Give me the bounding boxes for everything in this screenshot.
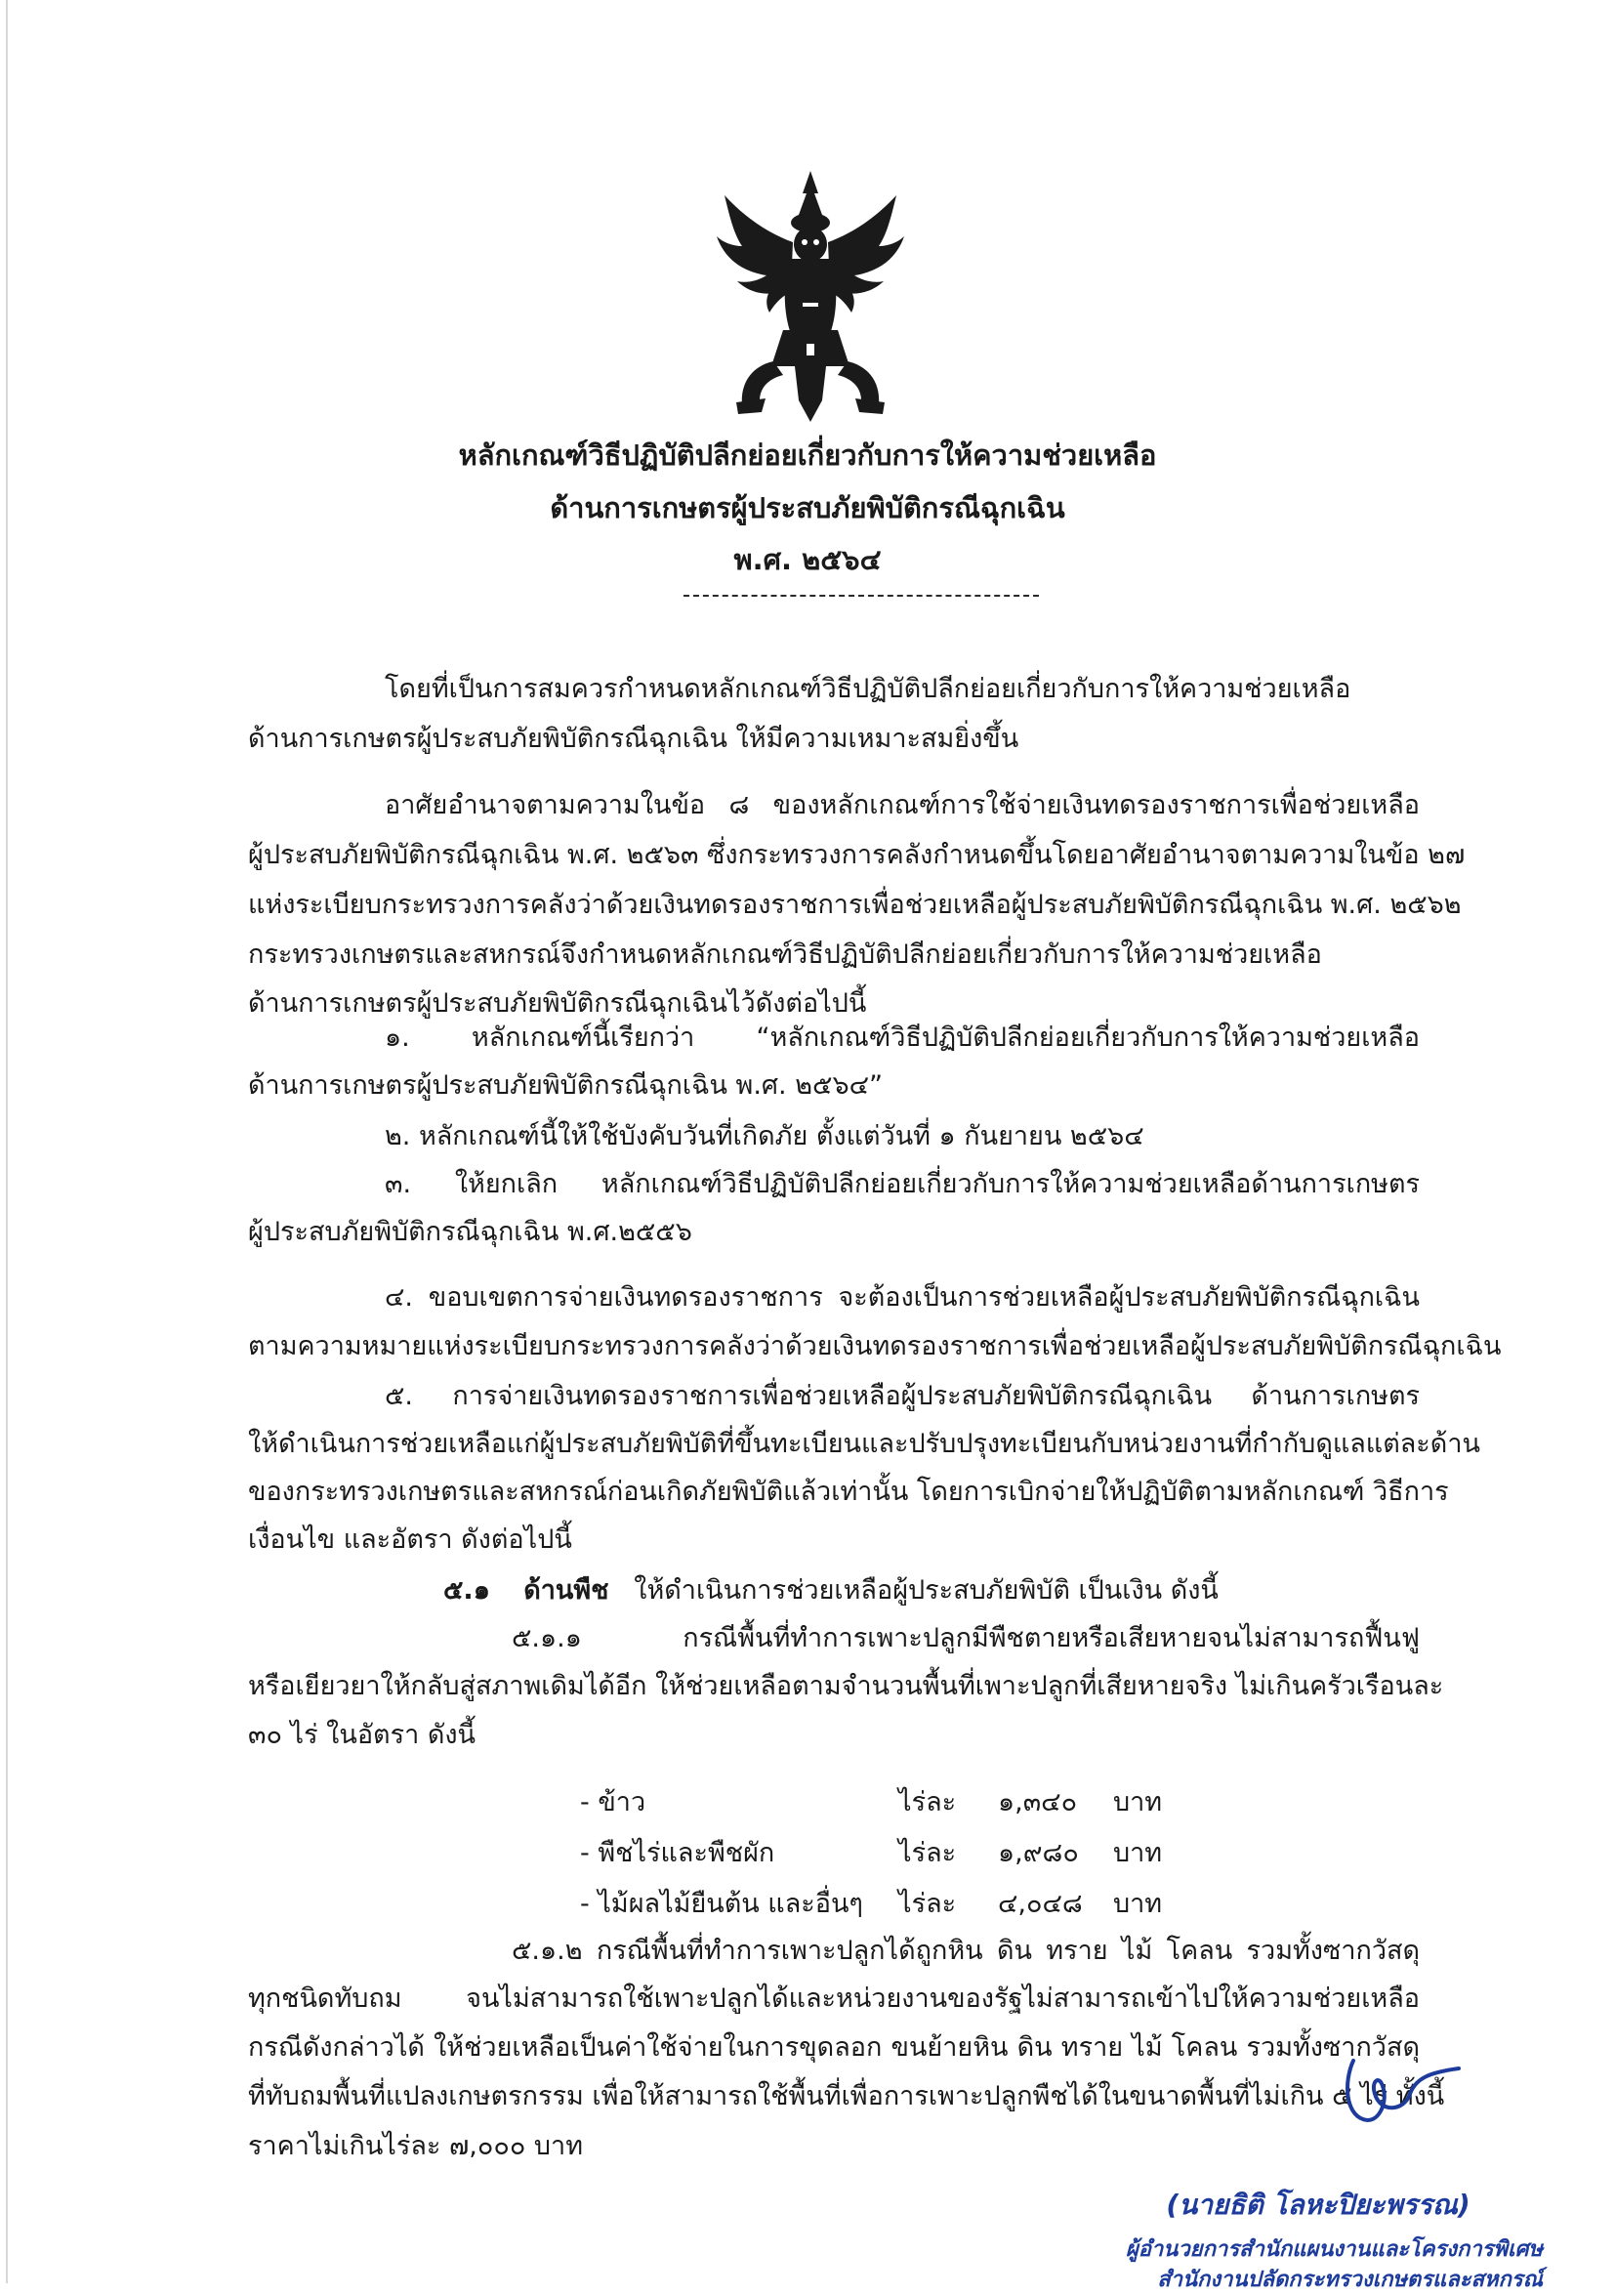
s512-line-3: กรณีดังกล่าวได้ ให้ช่วยเหลือเป็นค่าใช้จ่ายในการขุดลอก ขนย้ายหิน ดิน ทราย ไม้ โคลน รวมทั้งซากวัสดุ: [248, 2032, 1420, 2063]
scan-edge-line: [6, 0, 8, 2283]
intro-p2-line-5: ด้านการเกษตรผู้ประสบภัยพิบัติกรณีฉุกเฉินไว้ดังต่อไปนี้: [248, 988, 867, 1019]
s511-line-1: ๕.๑.๑ กรณีพื้นที่ทำการเพาะปลูกมีพืชตายหรือเสียหายจนไม่สามารถฟื้นฟู: [512, 1623, 1420, 1653]
handwritten-initials-icon: [1336, 2043, 1463, 2141]
s511-line-2: หรือเยียวยาให้กลับสู่สภาพเดิมได้อีก ให้ช่วยเหลือตามจำนวนพื้นที่เพาะปลูกที่เสียหายจริง ไม่เกินครัวเรือนละ: [248, 1671, 1444, 1701]
clause-5-line-1: ๕. การจ่ายเงินทดรองราชการเพื่อช่วยเหลือผู้ประสบภัยพิบัติกรณีฉุกเฉิน ด้านการเกษตร: [385, 1381, 1420, 1411]
intro-p2-line-4: กระทรวงเกษตรและสหกรณ์จึงกำหนดหลักเกณฑ์วิธีปฏิบัติปลีกย่อยเกี่ยวกับการให้ความช่วยเหลือ: [248, 939, 1322, 970]
rate-amount: ๑,๓๔๐: [998, 1787, 1078, 1817]
section-5-1-heading: [443, 1573, 1420, 1608]
clause-5-line-3: ของกระทรวงเกษตรและสหกรณ์ก่อนเกิดภัยพิบัติแล้วเท่านั้น โดยการเบิกจ่ายให้ปฏิบัติตามหลักเกณฑ์ วิธีการ: [248, 1477, 1449, 1507]
signatory-position: ผู้อำนวยการสำนักแผนงานและโครงการพิเศษ: [1125, 2237, 1543, 2262]
clause-1-line-2: ด้านการเกษตรผู้ประสบภัยพิบัติกรณีฉุกเฉิน พ.ศ. ๒๕๖๔”: [248, 1070, 884, 1101]
garuda-emblem-icon: [713, 166, 908, 425]
rate-currency: บาท: [1113, 1889, 1163, 1919]
document-title-year: พ.ศ. ๒๕๖๔: [733, 543, 882, 576]
clause-3-line-1: ๓. ให้ยกเลิก หลักเกณฑ์วิธีปฏิบัติปลีกย่อยเกี่ยวกับการให้ความช่วยเหลือด้านการเกษตร: [385, 1169, 1420, 1199]
intro-p1-line-2: ด้านการเกษตรผู้ประสบภัยพิบัติกรณีฉุกเฉิน ให้มีความเหมาะสมยิ่งขึ้น: [248, 724, 1019, 754]
intro-p2-line-3: แห่งระเบียบกระทรวงการคลังว่าด้วยเงินทดรองราชการเพื่อช่วยเหลือผู้ประสบภัยพิบัติกรณีฉุกเฉิน พ.ศ. ๒๕๖๒: [248, 890, 1462, 920]
rate-amount: ๔,๐๔๘: [998, 1889, 1083, 1919]
rate-unit: ไร่ละ: [898, 1889, 957, 1919]
clause-5-line-2: ให้ดำเนินการช่วยเหลือแก่ผู้ประสบภัยพิบัติที่ขึ้นทะเบียนและปรับปรุงทะเบียนกับหน่วยงานที่กำกับดูแลแต่ละด้าน: [248, 1429, 1480, 1459]
rate-currency: บาท: [1113, 1838, 1163, 1868]
clause-4-line-1: ๔. ขอบเขตการจ่ายเงินทดรองราชการ จะต้องเป็นการช่วยเหลือผู้ประสบภัยพิบัติกรณีฉุกเฉิน: [385, 1282, 1420, 1313]
s511-line-3: ๓๐ ไร่ ในอัตรา ดังนี้: [248, 1720, 476, 1750]
rate-unit: ไร่ละ: [898, 1838, 957, 1868]
signatory-name: (นายธิติ โลหะปิยะพรรณ): [1166, 2189, 1470, 2221]
clause-5-line-4: เงื่อนไข และอัตรา ดังต่อไปนี้: [248, 1524, 572, 1555]
intro-p2-line-2: ผู้ประสบภัยพิบัติกรณีฉุกเฉิน พ.ศ. ๒๕๖๓ ซึ่งกระทรวงการคลังกำหนดขึ้นโดยอาศัยอำนาจตามความในข้อ ๒๗: [248, 840, 1466, 870]
rate-item: - ไม้ผลไม้ยืนต้น และอื่นๆ: [580, 1889, 863, 1919]
section-5-1-number: ๕.๑: [443, 1575, 490, 1606]
section-5-1-text: ให้ดำเนินการช่วยเหลือผู้ประสบภัยพิบัติ เป็นเงิน ดังนี้: [634, 1575, 1219, 1606]
s512-line-1: ๕.๑.๒ กรณีพื้นที่ทำการเพาะปลูกได้ถูกหิน ดิน ทราย ไม้ โคลน รวมทั้งซากวัสดุ: [512, 1936, 1420, 1966]
rate-currency: บาท: [1113, 1787, 1163, 1817]
clause-2: ๒. หลักเกณฑ์นี้ให้ใช้บังคับวันที่เกิดภัย ตั้งแต่วันที่ ๑ กันยายน ๒๕๖๔: [385, 1121, 1144, 1151]
rate-item: - ข้าว: [580, 1787, 646, 1817]
intro-p2-line-1: อาศัยอำนาจตามความในข้อ ๘ ของหลักเกณฑ์การใช้จ่ายเงินทดรองราชการเพื่อช่วยเหลือ: [385, 790, 1420, 820]
title-divider: [683, 595, 1039, 597]
intro-p1-line-1: โดยที่เป็นการสมควรกำหนดหลักเกณฑ์วิธีปฏิบัติปลีกย่อยเกี่ยวกับการให้ความช่วยเหลือ: [385, 674, 1351, 704]
document-title-line-2: ด้านการเกษตรผู้ประสบภัยพิบัติกรณีฉุกเฉิน: [550, 491, 1065, 524]
s512-line-5: ราคาไม่เกินไร่ละ ๗,๐๐๐ บาท: [248, 2131, 584, 2161]
clause-4-line-2: ตามความหมายแห่งระเบียบกระทรวงการคลังว่าด้วยเงินทดรองราชการเพื่อช่วยเหลือผู้ประสบภัยพิบัติกรณีฉุกเฉิน: [248, 1331, 1502, 1361]
s512-line-4: ที่ทับถมพื้นที่แปลงเกษตรกรรม เพื่อให้สามารถใช้พื้นที่เพื่อการเพาะปลูกพืชได้ในขนาดพื้นที่ไม่เกิน ๕ ไร่ ทั้งนี้: [248, 2081, 1445, 2111]
rate-unit: ไร่ละ: [898, 1787, 957, 1817]
signatory-office: สำนักงานปลัดกระทรวงเกษตรและสหกรณ์: [1157, 2268, 1543, 2292]
clause-1-line-1: ๑. หลักเกณฑ์นี้เรียกว่า “หลักเกณฑ์วิธีปฏิบัติปลีกย่อยเกี่ยวกับการให้ความช่วยเหลือ: [385, 1023, 1420, 1053]
section-5-1-title: ด้านพืช: [523, 1575, 609, 1606]
rate-item: - พืชไร่และพืชผัก: [580, 1838, 775, 1868]
s512-line-2: ทุกชนิดทับถม จนไม่สามารถใช้เพาะปลูกได้และหน่วยงานของรัฐไม่สามารถเข้าไปให้ความช่วยเหลือ: [248, 1983, 1420, 2014]
document-title-line-1: หลักเกณฑ์วิธีปฏิบัติปลีกย่อยเกี่ยวกับการให้ความช่วยเหลือ: [458, 438, 1157, 472]
clause-3-line-2: ผู้ประสบภัยพิบัติกรณีฉุกเฉิน พ.ศ.๒๕๕๖: [248, 1217, 692, 1247]
rate-amount: ๑,๙๘๐: [998, 1838, 1079, 1868]
